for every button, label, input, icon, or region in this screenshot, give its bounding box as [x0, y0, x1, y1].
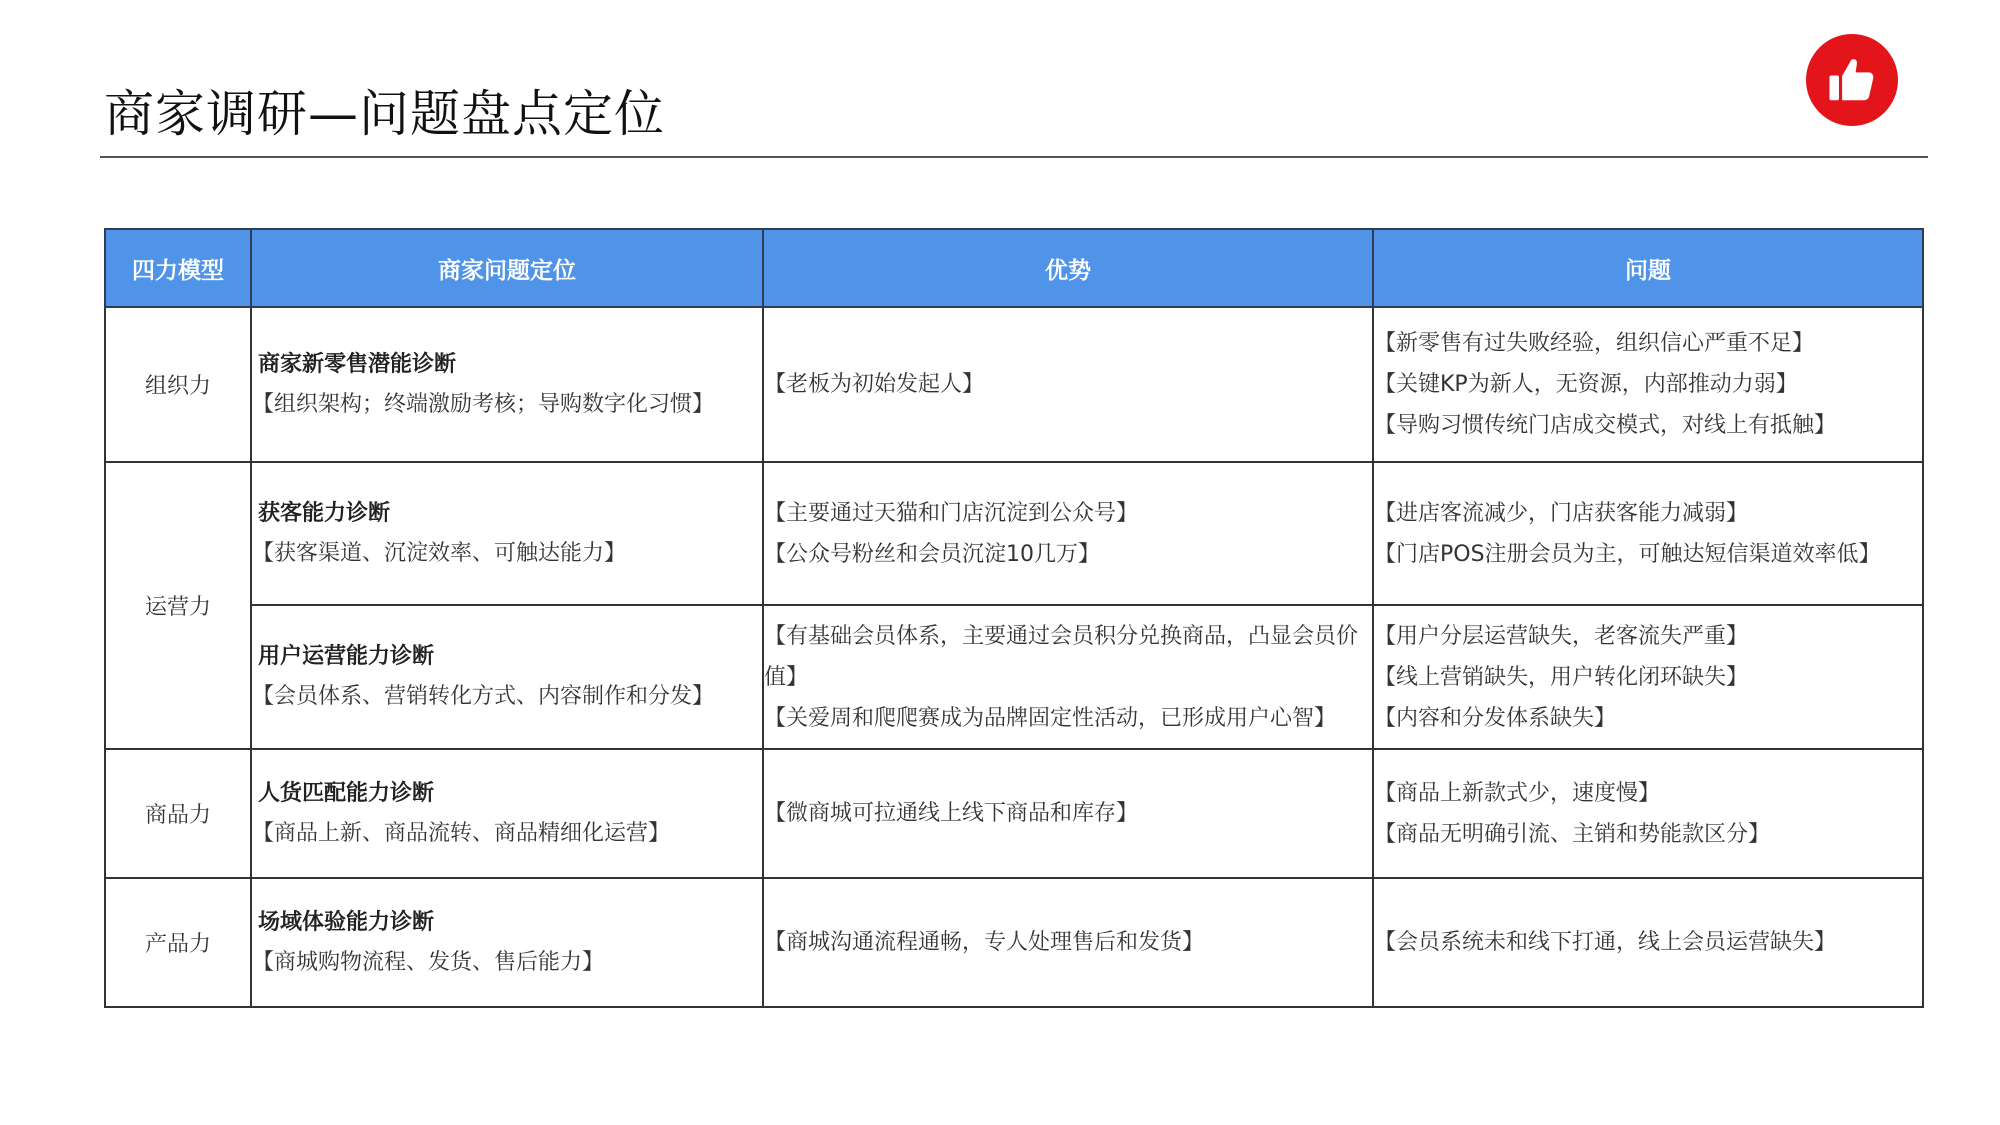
problems-cell	[1373, 749, 1923, 878]
diagnosis-title: 商家新零售潜能诊断	[258, 351, 457, 377]
problem-item: 【导购习惯传统门店成交模式，对线上有抵触】	[1374, 413, 1837, 438]
table-row	[105, 605, 1923, 749]
advantage-item: 【关爱周和爬爬赛成为品牌固定性活动，已形成用户心智】	[764, 705, 1337, 731]
header-problems: 问题	[1373, 229, 1923, 307]
diagnosis-scope: 【会员体系、营销转化方式、内容制作和分发】	[252, 684, 715, 709]
table-row	[105, 749, 1923, 878]
advantages-cell	[763, 605, 1373, 749]
problems-cell	[1373, 462, 1923, 605]
advantages-cell	[763, 462, 1373, 605]
problems-cell	[1373, 605, 1923, 749]
page-title: 商家调研—问题盘点定位	[104, 85, 665, 143]
diagnosis-cell	[251, 605, 763, 749]
model-cell: 产品力	[105, 878, 251, 1007]
header-model: 四力模型	[105, 229, 251, 307]
title-divider	[100, 156, 1928, 158]
problems-cell	[1373, 307, 1923, 462]
advantages-cell	[763, 878, 1373, 1007]
problem-item: 【会员系统未和线下打通，线上会员运营缺失】	[1374, 930, 1837, 955]
diagnosis-scope: 【商品上新、商品流转、商品精细化运营】	[252, 820, 671, 846]
advantage-item: 【微商城可拉通线上线下商品和库存】	[764, 801, 1139, 826]
model-cell: 组织力	[105, 307, 251, 462]
merchant-issue-table	[104, 228, 1924, 1008]
diagnosis-title: 用户运营能力诊断	[258, 644, 435, 669]
diagnosis-cell	[251, 878, 763, 1007]
model-cell: 运营力	[105, 462, 251, 749]
problem-item: 【进店客流减少，门店获客能力减弱】	[1374, 500, 1749, 526]
advantage-item: 【有基础会员体系，主要通过会员积分兑换商品，凸显会员价值】	[764, 623, 1359, 690]
problem-item: 【内容和分发体系缺失】	[1374, 705, 1617, 731]
header-diagnosis: 商家问题定位	[251, 229, 763, 307]
thumbs-up-icon	[1806, 34, 1898, 126]
problem-item: 【门店POS注册会员为主，可触达短信渠道效率低】	[1374, 541, 1881, 567]
diagnosis-scope: 【获客渠道、沉淀效率、可触达能力】	[252, 540, 627, 566]
model-cell: 商品力	[105, 749, 251, 878]
problems-cell	[1373, 878, 1923, 1007]
diagnosis-cell	[251, 462, 763, 605]
advantages-cell	[763, 307, 1373, 462]
advantage-item: 【老板为初始发起人】	[764, 372, 985, 397]
problem-item: 【新零售有过失败经验，组织信心严重不足】	[1374, 331, 1815, 356]
problem-item: 【商品上新款式少，速度慢】	[1374, 780, 1661, 806]
table-row	[105, 307, 1923, 462]
problem-item: 【用户分层运营缺失，老客流失严重】	[1374, 623, 1749, 649]
thumbs-up-glyph	[1825, 53, 1879, 107]
diagnosis-scope: 【组织架构；终端激励考核；导购数字化习惯】	[252, 391, 715, 417]
diagnosis-title: 人货匹配能力诊断	[258, 780, 435, 806]
advantage-item: 【主要通过天猫和门店沉淀到公众号】	[764, 500, 1139, 526]
problem-item: 【关键KP为新人，无资源，内部推动力弱】	[1374, 372, 1798, 397]
table-header-row	[105, 229, 1923, 307]
header-advantages: 优势	[763, 229, 1373, 307]
diagnosis-title: 场域体验能力诊断	[258, 909, 435, 935]
problem-item: 【商品无明确引流、主销和势能款区分】	[1374, 821, 1771, 847]
diagnosis-scope: 【商城购物流程、发货、售后能力】	[252, 949, 605, 975]
table-row	[105, 462, 1923, 605]
advantage-item: 【商城沟通流程通畅，专人处理售后和发货】	[764, 930, 1205, 955]
diagnosis-cell	[251, 749, 763, 878]
advantage-item: 【公众号粉丝和会员沉淀10几万】	[764, 541, 1100, 567]
diagnosis-cell	[251, 307, 763, 462]
advantages-cell	[763, 749, 1373, 878]
diagnosis-title: 获客能力诊断	[258, 500, 391, 526]
table-row	[105, 878, 1923, 1007]
problem-item: 【线上营销缺失，用户转化闭环缺失】	[1374, 664, 1749, 690]
